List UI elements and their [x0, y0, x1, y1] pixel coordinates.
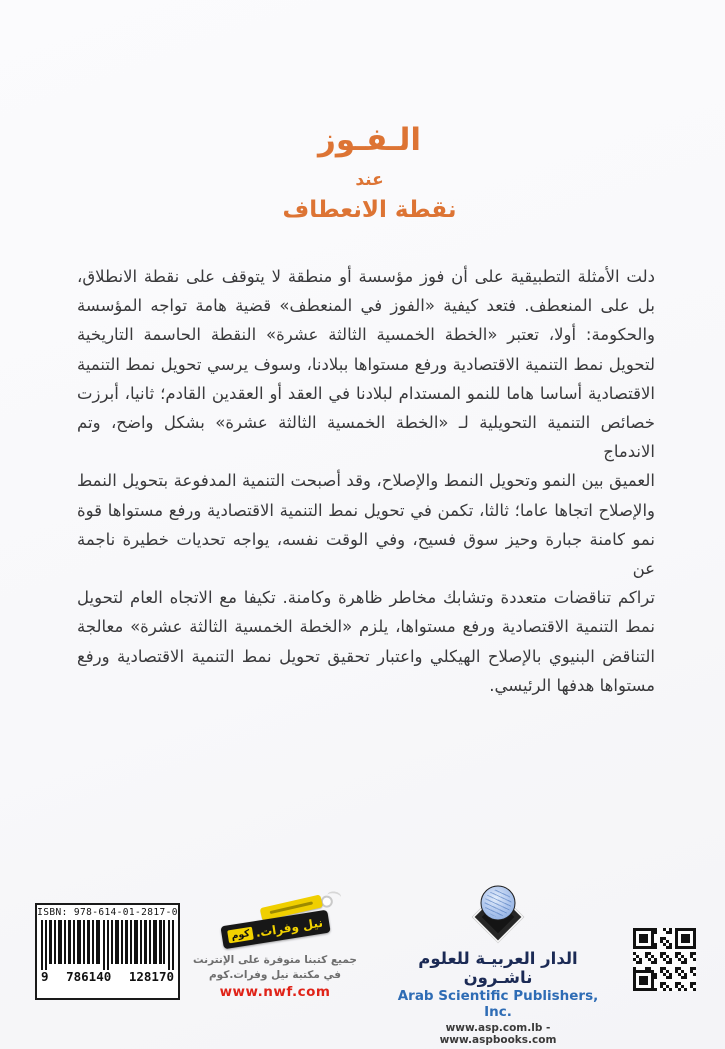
- nwf-caption-line1: جميع كتبنا متوفرة على الإنترنت: [193, 954, 357, 966]
- blurb-line: والحكومة: أولا، تعتبر «الخطة الخمسية الثالثة عشرة» النقطة الحاسمة التاريخية: [77, 325, 655, 345]
- barcode-digit-group: 9: [41, 969, 49, 984]
- isbn-barcode: [35, 903, 180, 1000]
- barcode-icon: [41, 920, 174, 970]
- book-title-main: الـفـوز: [317, 122, 422, 158]
- publisher-name-arabic: الدار العربيـة للعلوم ناشـرون: [418, 949, 578, 987]
- isbn-label: ISBN: 978-614-01-2817-0: [37, 907, 178, 918]
- blurb-line: مستواها هدفها الرئيسي.: [489, 675, 655, 695]
- nwf-logo-block: [190, 903, 360, 1000]
- blurb-line: لتحويل نمط التنمية الاقتصادية ورفع مستواها ببلادنا، وسوف يرسي تحويل نمط التنمية: [77, 354, 655, 374]
- blurb-line: التناقض البنيوي بالإصلاح الهيكلي واعتبار تحقيق تحويل نمط التنمية الاقتصادية ورفع: [77, 646, 655, 666]
- barcode-digit-group: 128170: [128, 969, 174, 984]
- book-title-middle: عند: [355, 170, 384, 190]
- blurb-line: خصائص التنمية التحويلية لـ «الخطة الخمسية الثالثة عشرة» بشكل واضح، وتم الاندماج: [77, 413, 655, 462]
- qr-code-icon: [633, 928, 696, 991]
- book-title-sub: نقطة الانعطاف: [282, 197, 457, 223]
- nwf-tag-text: نيل وفرات.: [254, 915, 324, 940]
- barcode-digits: [41, 969, 174, 984]
- publisher-logo-block: [388, 886, 608, 1046]
- blurb-line: العميق بين النمو وتحويل النمط والإصلاح، وقد أصبحت التنمية المدفوعة بتحويل النمط: [77, 471, 655, 491]
- back-cover-blurb: [77, 262, 655, 700]
- blurb-line: تراكم تناقضات متعددة وتشابك مخاطر ظاهرة وكامنة. تكيفا مع الاتجاه العام لتحويل: [77, 588, 655, 608]
- publisher-name-english: Arab Scientific Publishers, Inc.: [397, 988, 599, 1020]
- blurb-line: دلت الأمثلة التطبيقية على أن فوز مؤسسة أو منطقة لا يتوقف على نقطة الانطلاق،: [77, 267, 655, 286]
- price-tag-icon: [218, 895, 332, 957]
- blurb-line: نمو كامنة جبارة وحيز سوق فسيح، وفي الوقت نفسه، يواجه تحديات خطيرة ناجمة عن: [77, 529, 655, 579]
- nwf-caption-line2: في مكتبة نيل وفرات.كوم: [208, 969, 342, 981]
- publisher-urls: www.asp.com.lb - www.aspbooks.com: [439, 1022, 557, 1046]
- blurb-line: والإصلاح اتجاها عاما؛ ثالثا، تكمن في تحويل نمط التنمية الاقتصادية ورفع مستواها قوة: [77, 500, 655, 520]
- nwf-url: www.nwf.com: [219, 984, 331, 1000]
- nwf-tag-com: كوم: [227, 927, 253, 944]
- blurb-line: بل على المنعطف. فتعد كيفية «الفوز في المنعطف» قضية هامة تواجه المؤسسة: [77, 296, 655, 316]
- blurb-line: الاقتصادية أساسا هاما للنمو المستدام لبلادنا في العقد أو العقدين القادم؛ ثانيا، أبرزت: [77, 383, 655, 403]
- barcode-digit-group: 786140: [66, 969, 112, 984]
- blurb-line: نمط التنمية الاقتصادية ورفع مستواها، يلزم «الخطة الخمسية الثالثة عشرة» معالجة: [77, 617, 655, 637]
- publisher-diamond-logo-icon: [466, 886, 530, 946]
- globe-emblem: [481, 886, 516, 921]
